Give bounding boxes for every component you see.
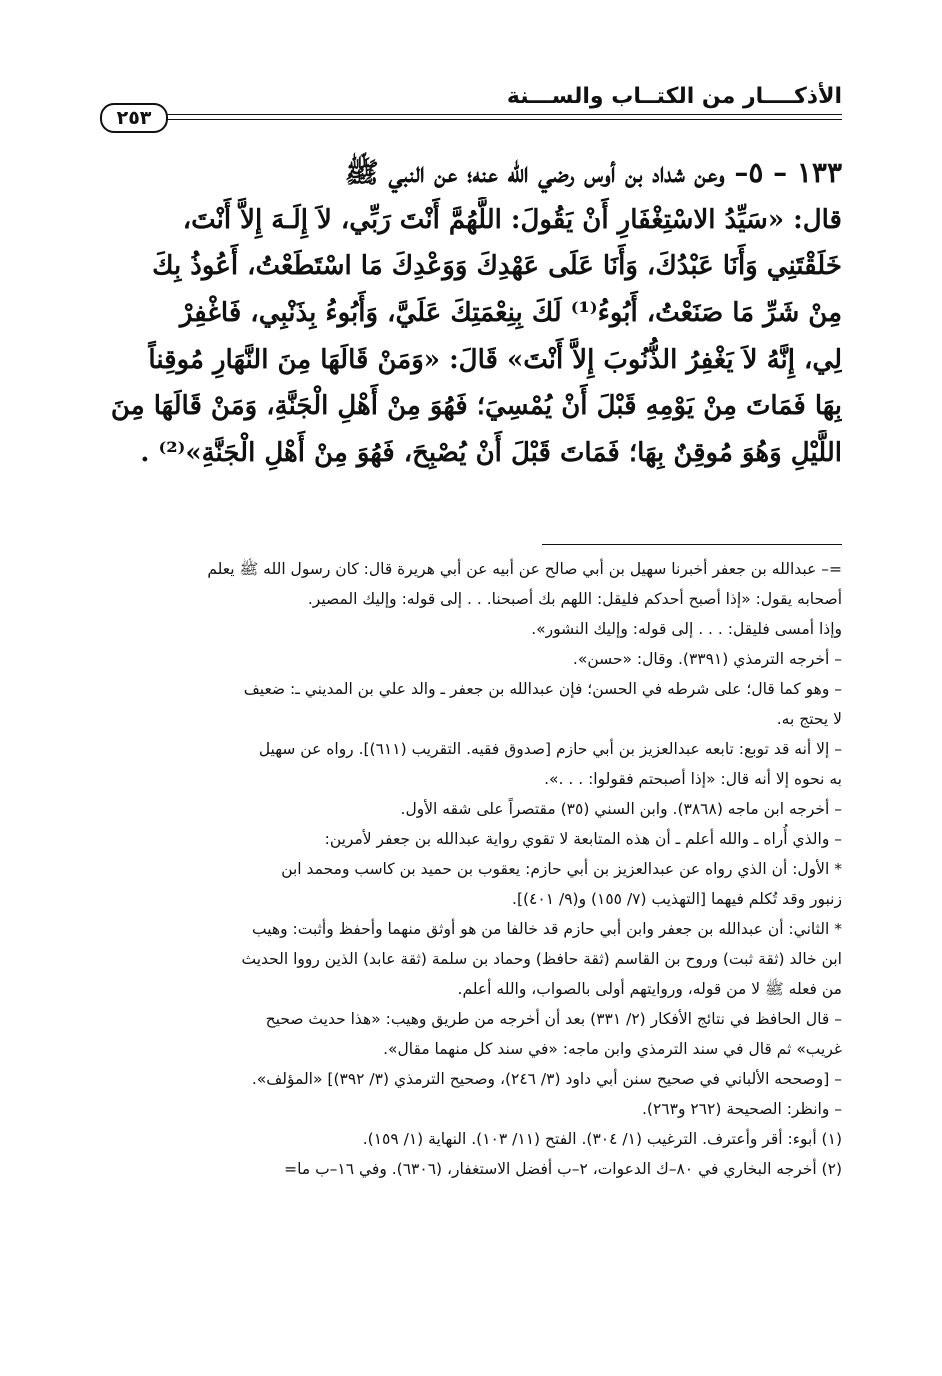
footnote-line: – [وصححه الألباني في صحيح سنن أبي داود (٣/ ٢٤٦)، وصحيح الترمذي (٣/ ٣٩٢)] «المؤلف». [251,1070,842,1088]
footnote-line: – وهو كما قال؛ على شرطه في الحسن؛ فإن عبدالله بن جعفر ـ والد علي بن المديني ـ: ضعيف [243,680,842,698]
footnote-line: – قال الحافظ في نتائج الأفكار (٢/ ٣٣١) بعد أن أخرجه من طريق وهيب: «هذا حديث صحيح [265,1010,842,1028]
header-rule-top [162,114,842,115]
hadith-line: مِنْ شَرِّ مَا صَنَعْتُ، أَبُوءُ⁽¹⁾ لَكَ بِنِعْمَتِكَ عَلَيَّ، وَأَبُوءُ بِذَنْبِي، فَاغْفِرْ [179,298,842,329]
hadith-line: لِي، إِنَّهُ لاَ يَغْفِرُ الذُّنُوبَ إِلاَّ أَنْتَ» قَالَ: «وَمَنْ قَالَهَا مِنَ النَّهَارِ مُوقِناً [148,344,842,375]
footnote-line: =– عبدالله بن جعفر أخبرنا سهيل بن أبي صالح عن أبيه عن أبي هريرة قال: كان رسول الله ﷺ يعلم [207,560,842,578]
footnote-line: به نحوه إلا أنه قال: «إذا أصبحتم فقولوا: . . .». [544,770,842,788]
footnote-line: – أخرجه الترمذي (٣٣٩١). وقال: «حسن». [572,650,842,668]
hadith-line: ١٣٣ – ٥– وعن شداد بن أوس رضي الله عنه؛ عن النبي ﷺ [344,156,842,189]
footnote-line: وإذا أمسى فليقل: . . . إلى قوله: وإليك النشور». [531,620,842,638]
footnote-line: زنبور وقد تُكلم فيهما [التهذيب (٧/ ١٥٥) و(٩/ ٤٠١)]. [512,890,842,908]
footnote-line: – وانظر: الصحيحة (٢٦٢ و٢٦٣). [641,1100,842,1118]
footnote-line: ابن خالد (ثقة ثبت) وروح بن القاسم (ثقة حافظ) وحماد بن سلمة (ثقة عابد) الذين رووا الحديث [241,950,842,968]
footnote-line: – أخرجه ابن ماجه (٣٨٦٨). وابن السني (٣٥) مقتصراً على شقه الأول. [400,800,842,818]
footnote-line: لا يحتج به. [776,710,842,728]
footnotes [100,554,842,1184]
footnote-line: * الأول: أن الذي رواه عن عبدالعزيز بن أبي حازم: يعقوب بن حميد بن كاسب ومحمد ابن [281,860,842,878]
footnote-line: * الثاني: أن عبدالله بن جعفر وابن أبي حازم قد خالفا من هو أوثق منهما وأحفظ وأثبت: وهيب [252,920,842,938]
footnote-line: – والذي أُراه ـ والله أعلم ـ أن هذه المتابعة لا تقوي رواية عبدالله بن جعفر لأمرين: [324,830,842,848]
page-number: ٢٥٣ [100,103,168,133]
footnote-line: غريب» ثم قال في سند الترمذي وابن ماجه: «في سند كل منهما مقال». [383,1040,842,1058]
footnote-line: من فعله ﷺ لا من قوله، وروايتهم أولى بالصواب، والله أعلم. [457,980,842,998]
hadith-line: بِهَا فَمَاتَ مِنْ يَوْمِهِ قَبْلَ أَنْ يُمْسِيَ؛ فَهُوَ مِنْ أَهْلِ الْجَنَّةِ، وَمَنْ قَالَهَا مِنَ [110,391,842,422]
hadith-line: قال: «سَيِّدُ الاسْتِغْفَارِ أَنْ يَقُولَ: اللَّهُمَّ أَنْتَ رَبِّي، لاَ إِلَـهَ إِلاَّ أَنْتَ، [182,204,842,235]
hadith-text [100,150,842,477]
footnote-line: (١) أبوء: أقر وأعترف. الترغيب (١/ ٣٠٤). الفتح (١١/ ١٠٣). النهاية (١/ ١٥٩). [362,1130,842,1148]
hadith-line: اللَّيْلِ وَهُوَ مُوقِنٌ بِهَا؛ فَمَاتَ قَبْلَ أَنْ يُصْبِحَ، فَهُوَ مِنْ أَهْلِ الْجَنَّةِ»⁽²⁾ . [140,438,842,469]
footnote-divider [542,544,842,545]
page-header [100,82,842,130]
header-rule-bottom [162,119,842,120]
running-title: الأذكــــار من الكتــاب والســـنة [506,84,842,109]
footnote-line: أصحابه يقول: «إذا أصبح أحدكم فليقل: اللهم بك أصبحنا. . . إلى قوله: وإليك المصير. [307,590,842,608]
footnote-line: (٢) أخرجه البخاري في ٨٠–ك الدعوات، ٢–ب أفضل الاستغفار، (٦٣٠٦). وفي ١٦–ب ما= [284,1160,842,1178]
footnote-line: – إلا أنه قد توبع: تابعه عبدالعزيز بن أبي حازم [صدوق فقيه. التقريب (٦١١)]. رواه عن سهيل [258,740,842,758]
hadith-line: خَلَقْتَنِي وَأَنَا عَبْدُكَ، وَأَنَا عَلَى عَهْدِكَ وَوَعْدِكَ مَا اسْتَطَعْتُ، أَعُوذُ بِكَ [152,251,842,282]
